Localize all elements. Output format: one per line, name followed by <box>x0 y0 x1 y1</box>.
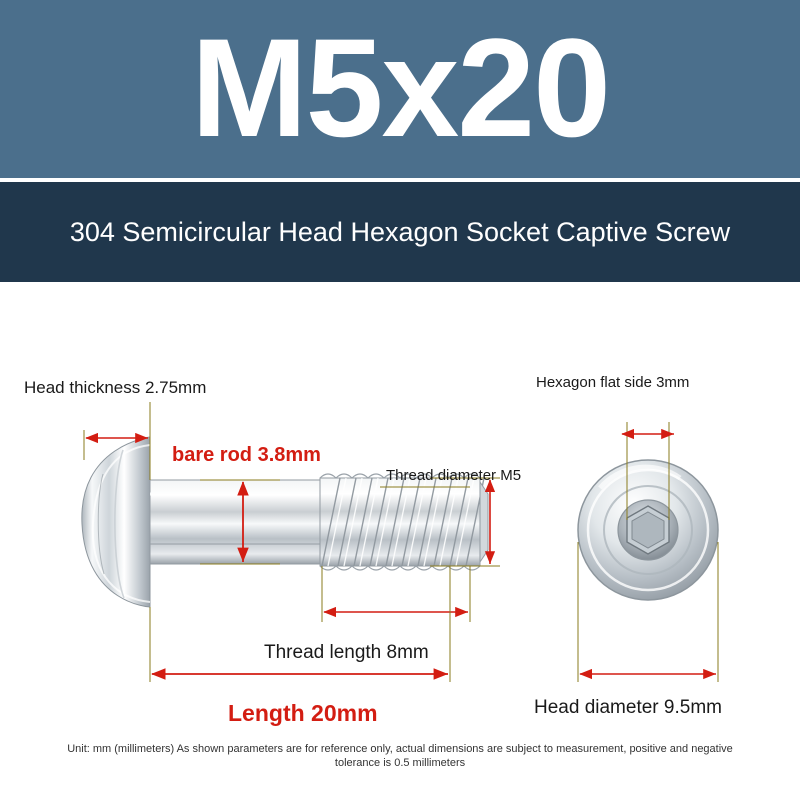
label-thread-diameter: Thread diameter M5 <box>386 467 522 484</box>
label-thread-length: Thread length 8mm <box>264 642 429 663</box>
dim-thread-length <box>322 566 470 622</box>
product-subtitle: 304 Semicircular Head Hexagon Socket Captive Screw <box>69 216 731 247</box>
dimension-diagram <box>0 282 800 800</box>
screw-drawing <box>0 282 800 800</box>
label-head-diameter: Head diameter 9.5mm <box>534 697 722 718</box>
dim-length <box>150 566 450 682</box>
footnote: Unit: mm (millimeters) As shown parameters are for reference only, actual dimensions are subject to measurement, positive and negative tolerance is 0.5 millimeters <box>67 743 733 769</box>
label-length: Length 20mm <box>228 700 378 726</box>
thread-section <box>320 474 488 570</box>
page-title: M5x20 <box>190 9 610 166</box>
label-head-thickness: Head thickness 2.75mm <box>24 378 207 397</box>
label-bare-rod: bare rod 3.8mm <box>172 444 321 466</box>
label-hexagon-flat-side: Hexagon flat side 3mm <box>536 374 690 391</box>
screw-top-view <box>578 460 718 600</box>
